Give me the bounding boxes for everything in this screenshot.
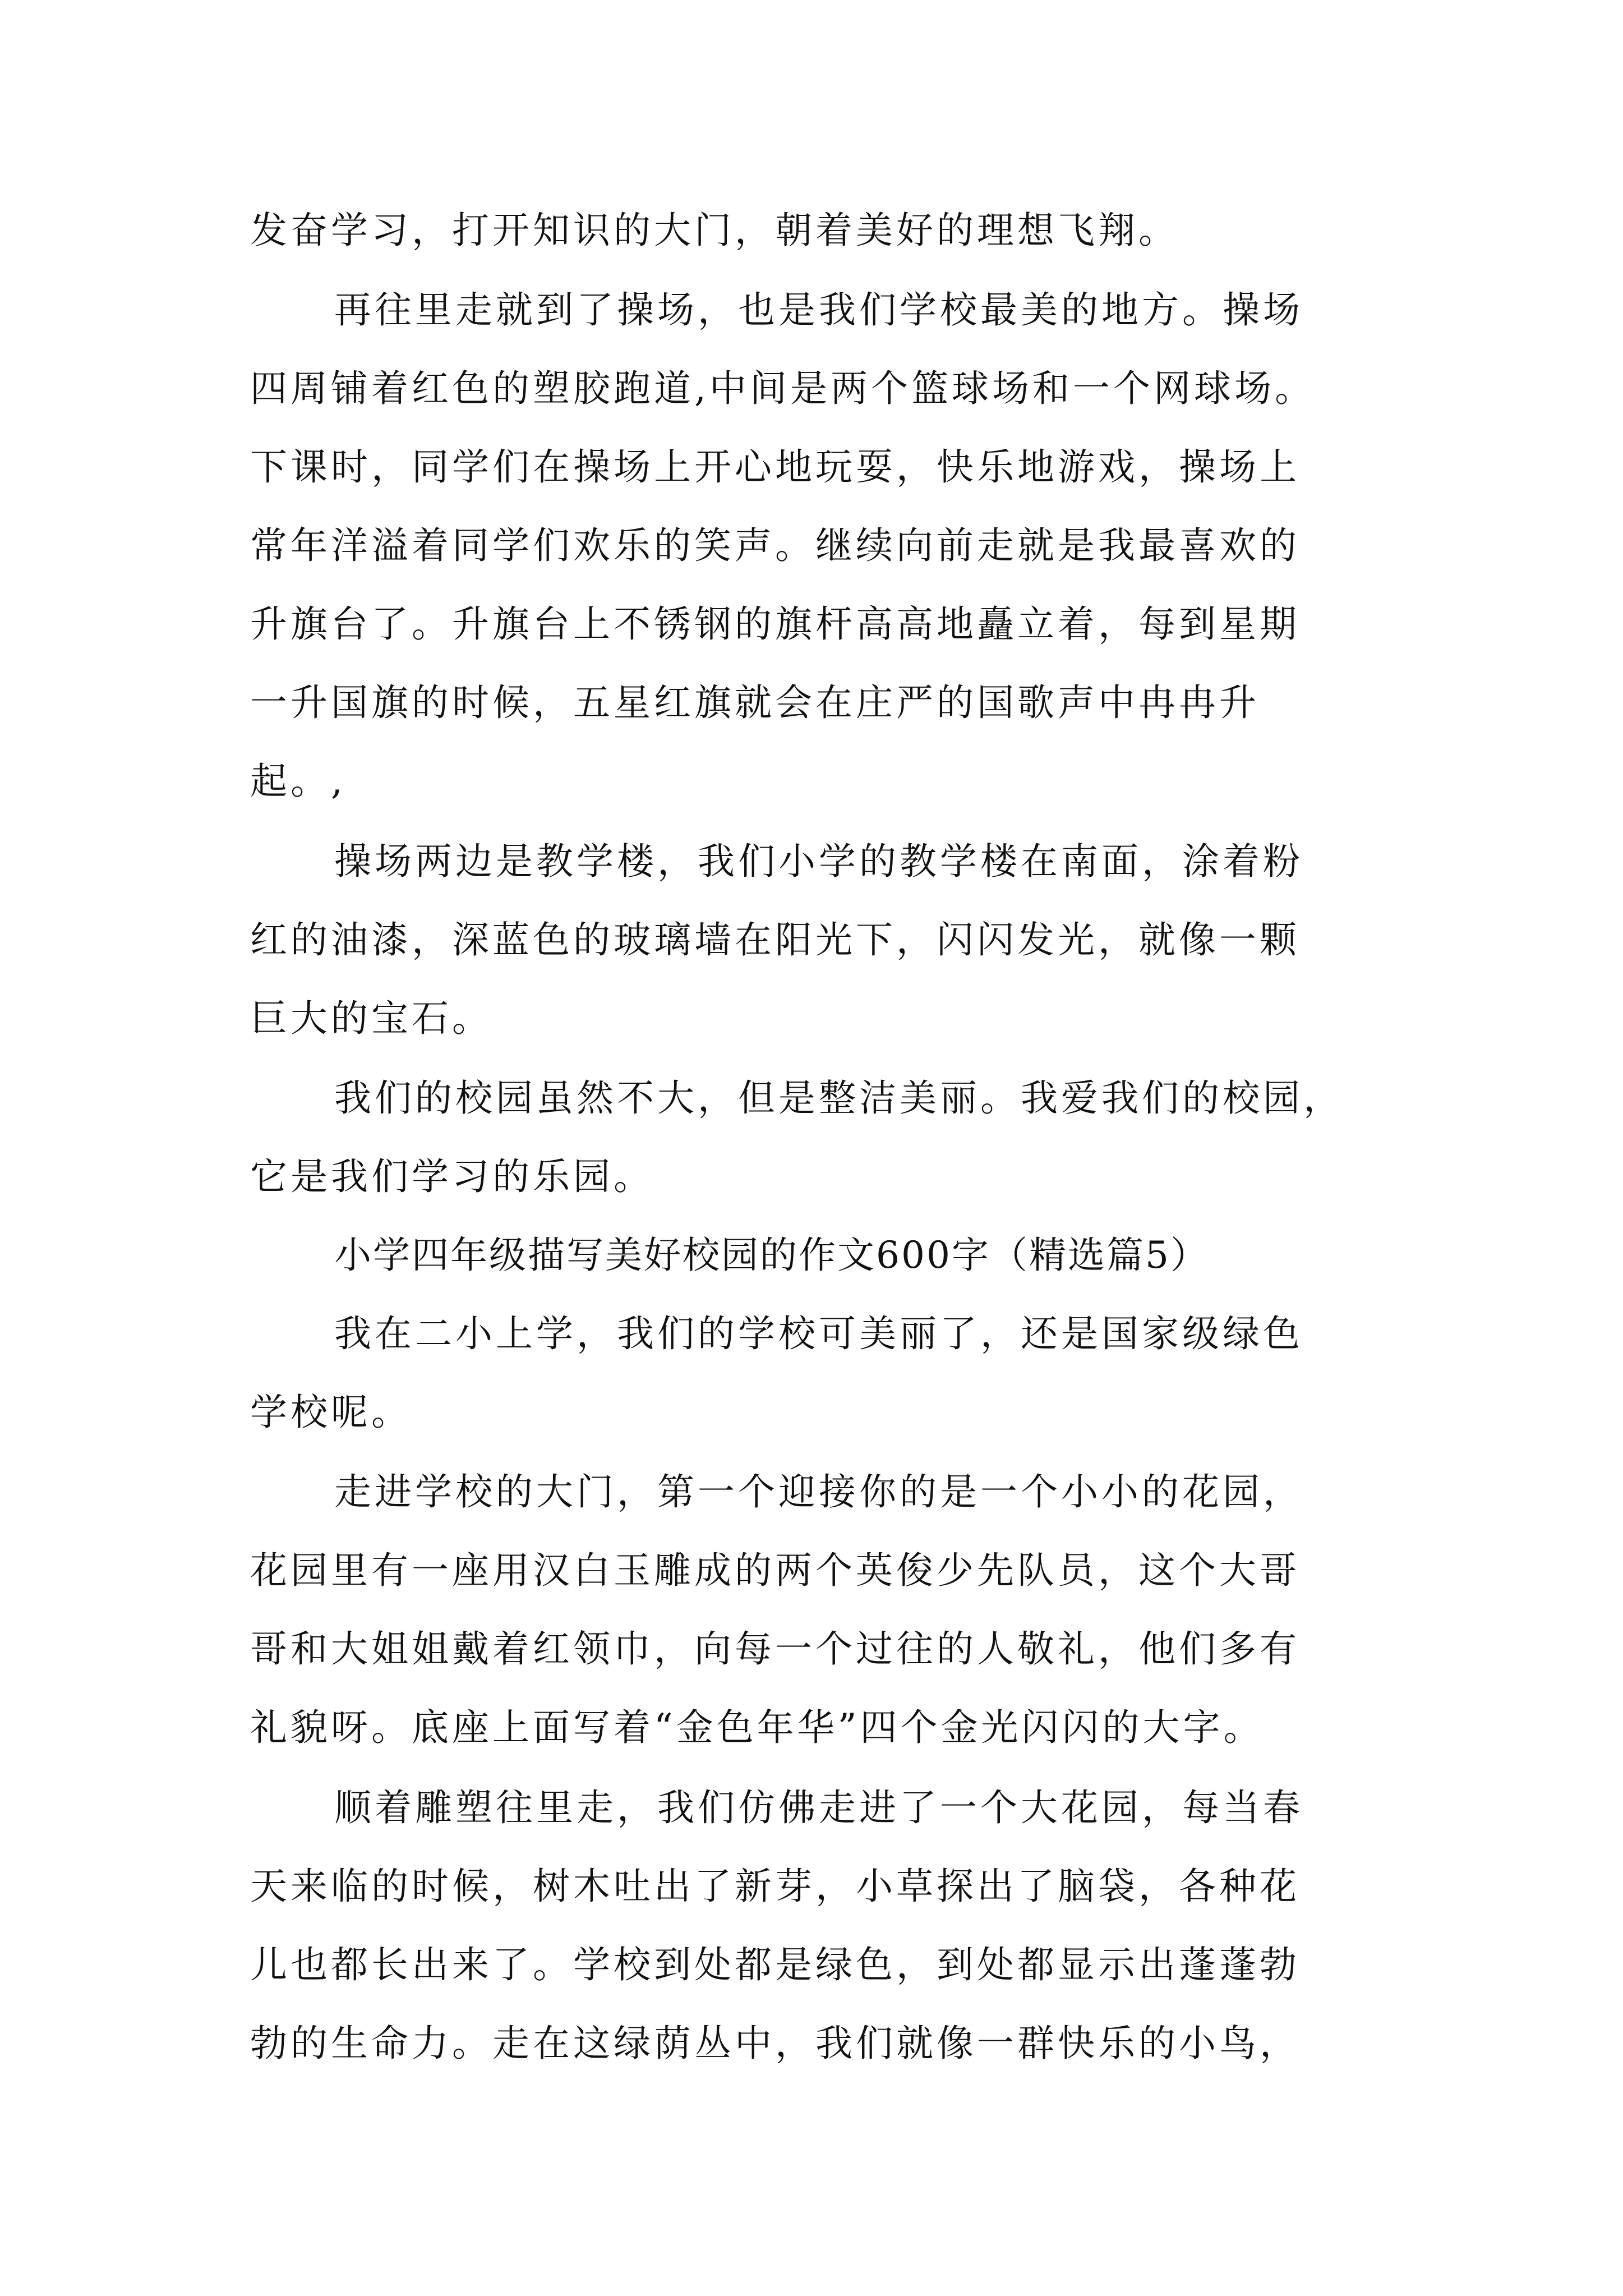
text-line: 四周铺着红色的塑胶跑道,中间是两个篮球场和一个网球场。 bbox=[250, 367, 1315, 410]
text-line: 礼貌呀。底座上面写着“金色年华”四个金光闪闪的大字。 bbox=[250, 1706, 1264, 1749]
text-line-1: 发奋学习，打开知识的大门，朝着美好的理想飞翔。 bbox=[250, 209, 1179, 252]
text-line: 哥和大姐姐戴着红领巾，向每一个过往的人敬礼，他们多有 bbox=[250, 1627, 1300, 1671]
text-line: 升旗台了。升旗台上不锈钢的旗杆高高地矗立着，每到星期 bbox=[250, 602, 1300, 646]
text-line: 一升国旗的时候，五星红旗就会在庄严的国歌声中冉冉升 bbox=[250, 681, 1260, 724]
paragraph-start-line: 操场两边是教学楼，我们小学的教学楼在南面，涂着粉 bbox=[334, 840, 1303, 883]
text-line: 儿也都长出来了。学校到处都是绿色，到处都显示出蓬蓬勃 bbox=[250, 1943, 1300, 1986]
text-line: 下课时，同学们在操场上开心地玩耍，快乐地游戏，操场上 bbox=[250, 445, 1300, 489]
text-line: 天来临的时候，树木吐出了新芽，小草探出了脑袋，各种花 bbox=[250, 1865, 1300, 1908]
paragraph-start-line: 再往里走就到了操场，也是我们学校最美的地方。操场 bbox=[334, 288, 1303, 332]
paragraph-start-line: 走进学校的大门，第一个迎接你的是一个小小的花园， bbox=[334, 1470, 1303, 1513]
section-title: 小学四年级描写美好校园的作文600字（精选篇5） bbox=[334, 1234, 1209, 1277]
paragraph-start-line: 我在二小上学，我们的学校可美丽了，还是国家级绿色 bbox=[334, 1312, 1303, 1355]
text-line: 勃的生命力。走在这绿荫丛中，我们就像一群快乐的小鸟， bbox=[250, 2022, 1300, 2065]
text-line: 起。, bbox=[250, 760, 346, 803]
text-line: 学校呢。 bbox=[250, 1391, 412, 1434]
text-line: 常年洋溢着同学们欢乐的笑声。继续向前走就是我最喜欢的 bbox=[250, 524, 1300, 567]
text-line: 花园里有一座用汉白玉雕成的两个英俊少先队员，这个大哥 bbox=[250, 1549, 1300, 1592]
paragraph-start-line: 我们的校园虽然不大，但是整洁美丽。我爱我们的校园， bbox=[334, 1076, 1344, 1120]
paragraph-start-line: 顺着雕塑往里走，我们仿佛走进了一个大花园，每当春 bbox=[334, 1786, 1303, 1829]
text-line: 它是我们学习的乐园。 bbox=[250, 1155, 654, 1198]
text-line: 红的油漆，深蓝色的玻璃墙在阳光下，闪闪发光，就像一颗 bbox=[250, 918, 1300, 961]
text-line: 巨大的宝石。 bbox=[250, 997, 492, 1040]
